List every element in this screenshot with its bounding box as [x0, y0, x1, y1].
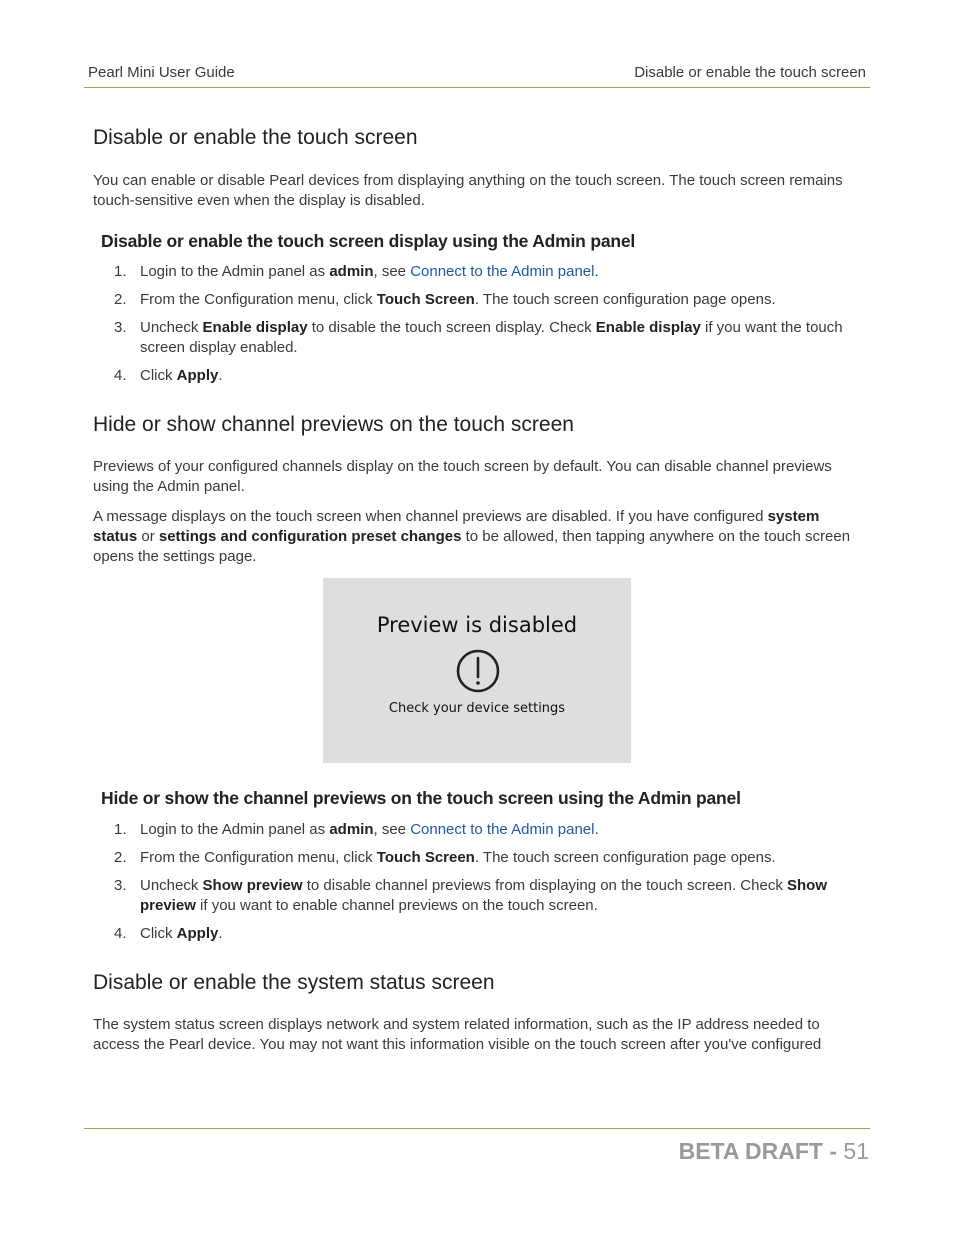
section-intro: You can enable or disable Pearl devices from displaying anything on the touch screen. The touch screen remains touch-sensitive even when the display is disabled. [93, 172, 843, 209]
section-heading-system-status: Disable or enable the system status screen [93, 971, 495, 994]
section-paragraph: Previews of your configured channels display on the touch screen by default. You can disable channel previews using the Admin panel. [93, 458, 832, 495]
section-paragraph: The system status screen displays network and system related information, such as the IP address needed to access the Pearl device. You may not want this information visible on the touch screen after you've configured [93, 1016, 822, 1053]
running-section-title: Disable or enable the touch screen [634, 64, 866, 81]
section-heading-channel-previews: Hide or show channel previews on the touch screen [93, 413, 574, 436]
preview-subtitle: Check your device settings [388, 701, 566, 716]
section-heading-touch-screen: Disable or enable the touch screen [93, 126, 418, 149]
page-number: 51 [843, 1138, 869, 1164]
admin-panel-link[interactable]: Connect to the Admin panel [410, 263, 595, 280]
subheading-admin-panel-display: Disable or enable the touch screen display using the Admin panel [101, 231, 636, 251]
admin-panel-link[interactable]: Connect to the Admin panel [410, 821, 595, 838]
subheading-admin-panel-previews: Hide or show the channel previews on the touch screen using the Admin panel [101, 788, 741, 808]
page-footer [679, 1138, 869, 1165]
preview-disabled-screenshot [323, 578, 631, 763]
footer-divider [84, 1128, 870, 1129]
page-header [84, 62, 870, 88]
preview-title: Preview is disabled [376, 613, 578, 637]
document-title: Pearl Mini User Guide [88, 64, 235, 81]
section-paragraph: A message displays on the touch screen when channel previews are disabled. If you have configured system status or settings and configuration preset changes to be allowed, then tapping anywhere on the touch screen opens the settings page. [93, 508, 851, 565]
draft-label: BETA DRAFT - [678, 1138, 844, 1164]
exclamation-circle-icon [456, 649, 500, 693]
